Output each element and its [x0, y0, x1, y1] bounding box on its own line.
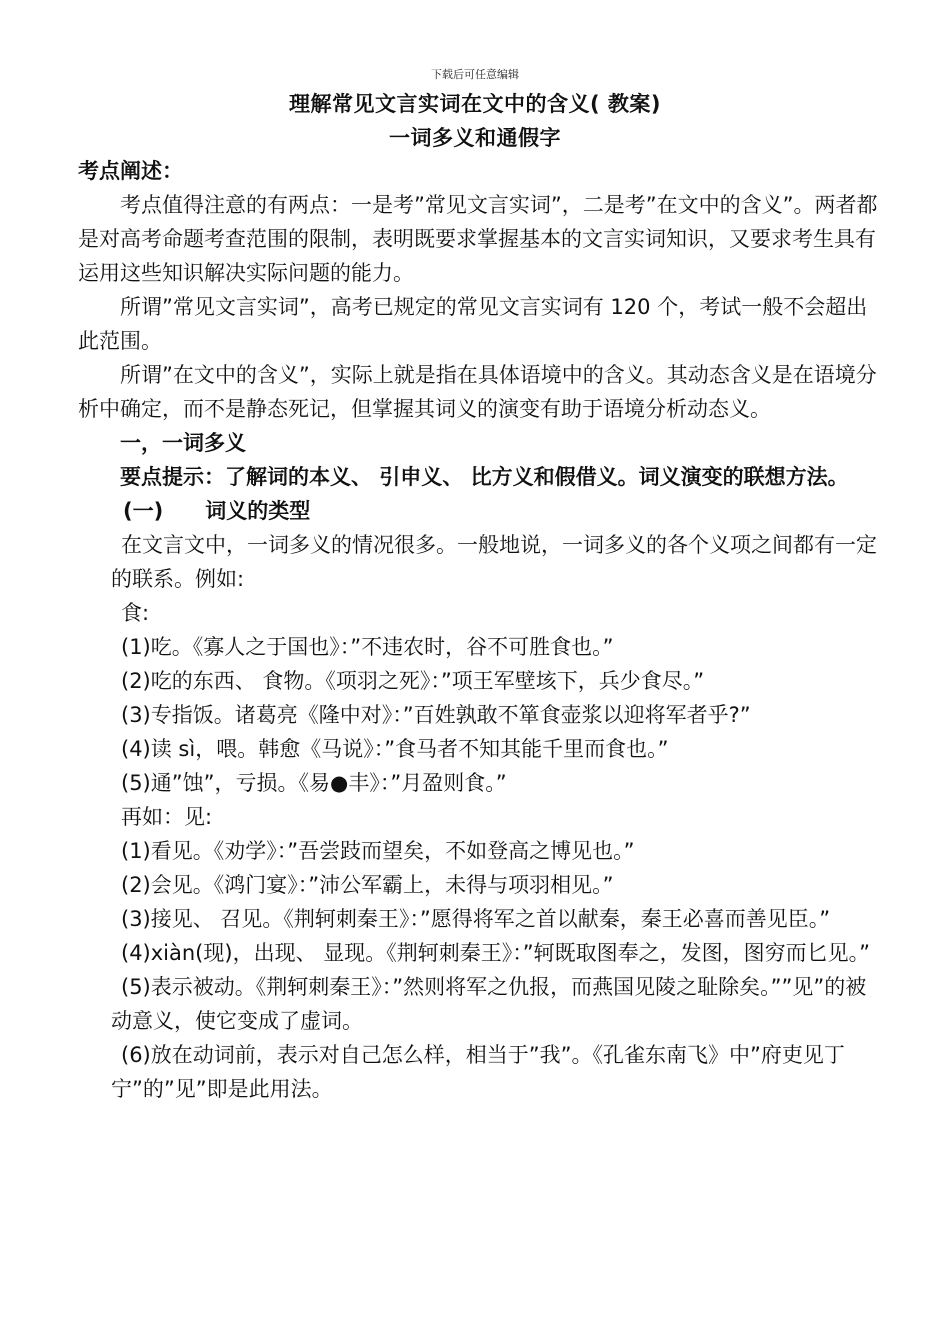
list-item: (1)看见。《劝学》：”吾尝跂而望矣，不如登高之博见也。” — [121, 839, 635, 863]
list-item: (1)吃。《寡人之于国也》：”不违农时，谷不可胜食也。” — [121, 635, 614, 659]
paragraph-3: 所谓”在文中的含义”，实际上就是指在具体语境中的含义。其动态含义是在语境分析中确定，而不是静态死记，但掌握其词义的演变有助于语境分析动态义。 — [78, 363, 877, 421]
paragraph-2: 所谓”常见文言实词”，高考已规定的常见文言实词有 120 个，考试一般不会超出此范围。 — [78, 295, 868, 353]
list-item: (3)接见、 召见。《荆轲刺秦王》：”愿得将军之首以献秦，秦王必喜而善见臣。” — [121, 907, 831, 931]
word-label-shi: 食: — [121, 601, 150, 625]
list-item: (3)专指饭。诸葛亮《隆中对》：”百姓孰敢不箪食壶浆以迎将军者乎?” — [121, 703, 751, 727]
header-note: 下载后可任意编辑 — [431, 68, 519, 81]
sub-heading-number: (一) — [123, 499, 164, 523]
document-title: 理解常见文言实词在文中的含义( 教案) — [288, 92, 661, 116]
paragraph-1: 考点值得注意的有两点：一是考”常见文言实词”，二是考”在文中的含义”。两者都是对高考命题考查范围的限制，表明既要求掌握基本的文言实词知识，又要求考生具有运用这些知识解决实际问题的能力。 — [78, 193, 878, 285]
word-shi-list — [78, 630, 878, 800]
word-label-jian: 再如：见: — [121, 805, 213, 829]
document-subtitle: 一词多义和通假字 — [389, 126, 561, 150]
list-item: (5)通”蚀”，亏损。《易●丰》：”月盈则食。” — [121, 771, 507, 795]
key-points: 要点提示：了解词的本义、 引申义、 比方义和假借义。词义演变的联想方法。 — [120, 465, 849, 489]
document-body — [78, 154, 878, 1106]
list-item: (4)xiàn(现)，出现、 显现。《荆轲刺秦王》：”轲既取图奉之，发图，图穷而匕见。” — [121, 941, 871, 965]
list-item: (2)会见。《鸿门宴》：”沛公军霸上，未得与项羽相见。” — [121, 873, 614, 897]
intro-paragraph: 在文言文中，一词多义的情况很多。一般地说，一词多义的各个义项之间都有一定的联系。例如: — [111, 533, 877, 591]
list-item: (5)表示被动。《荆轲刺秦王》：”然则将军之仇报，而燕国见陵之耻除矣。””见”的被动意义，使它变成了虚词。 — [111, 975, 867, 1033]
heading-polysemy: 一，一词多义 — [120, 431, 246, 455]
section-heading: 考点阐述： — [78, 159, 183, 183]
list-item: (4)读 sì，喂。韩愈《马说》：”食马者不知其能千里而食也。” — [121, 737, 669, 761]
sub-heading-text: 词义的类型 — [205, 499, 311, 523]
sub-heading — [78, 494, 878, 528]
word-jian-list — [78, 834, 878, 1106]
list-item: (2)吃的东西、 食物。《项羽之死》：”项王军壁垓下，兵少食尽。” — [121, 669, 705, 693]
list-item: (6)放在动词前，表示对自己怎么样，相当于”我”。《孔雀东南飞》中”府吏见丁宁”的”见”即是此用法。 — [111, 1043, 845, 1101]
